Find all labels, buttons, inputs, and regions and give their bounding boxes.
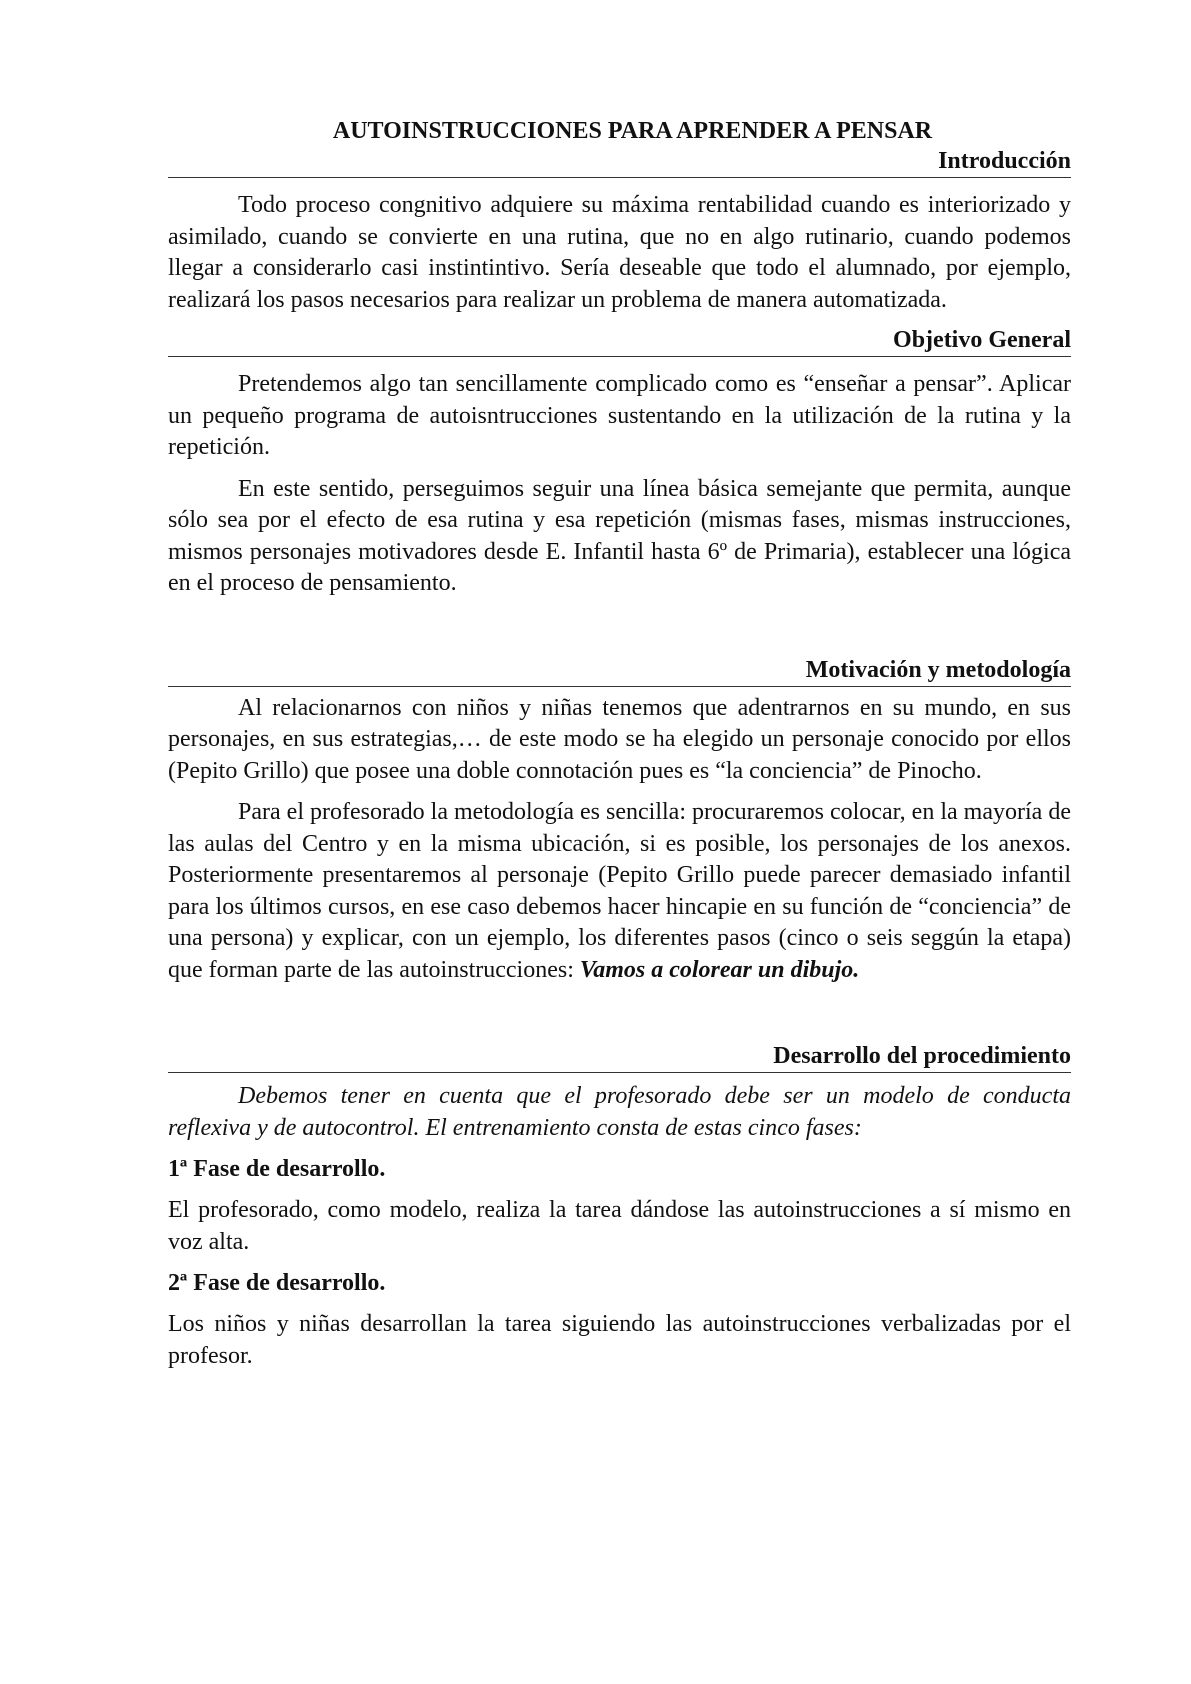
phase-text-2: Los niños y niñas desarrollan la tarea siguiendo las autoinstrucciones verbalizadas por el profesor. bbox=[168, 1311, 1071, 1369]
document-title: AUTOINSTRUCCIONES PARA APRENDER A PENSAR bbox=[332, 118, 933, 144]
section-heading-desarrollo: Desarrollo del procedimiento bbox=[168, 1042, 1071, 1073]
emphasis-colorear: Vamos a colorear un dibujo. bbox=[579, 956, 860, 983]
paragraph-motivacion-2 bbox=[168, 797, 1071, 986]
paragraph-motivacion-2-text: Para el profesorado la metodología es sencilla: procuraremos colocar, en la mayoría de las aulas del Centro y en la misma ubicación, si es posible, los personajes de los anexos. Posteriormente presentaremos al personaje (Pepito Grillo puede parecer demasiado infantil para los últimos cursos, en ese caso debemos hacer hincapie en su función de “conciencia” de una persona) y explicar, con un ejemplo, los diferentes pasos (cinco o seis seggún la etapa) que forman parte de las autoinstrucciones: bbox=[168, 799, 1071, 983]
paragraph-objetivo-1: Pretendemos algo tan sencillamente complicado como es “enseñar a pensar”. Aplicar un pequeño programa de autoisntrucciones sustentando en la utilización de la rutina y la repetición. bbox=[168, 371, 1071, 460]
paragraph-objetivo-2: En este sentido, perseguimos seguir una línea básica semejante que permita, aunque sólo sea por el efecto de esa rutina y esa repetición (mismas fases, mismas instrucciones, mismos personajes motivadores desde E. Infantil hasta 6º de Primaria), establecer una lógica en el proceso de pensamiento. bbox=[168, 475, 1071, 596]
section-heading-introduccion: Introducción bbox=[168, 147, 1071, 178]
section-heading-objetivo: Objetivo General bbox=[168, 326, 1071, 357]
paragraph-desarrollo-intro: Debemos tener en cuenta que el profesorado debe ser un modelo de conducta reflexiva y de autocontrol. El entrenamiento consta de estas cinco fases: bbox=[168, 1083, 1071, 1141]
paragraph-introduccion: Todo proceso congnitivo adquiere su máxima rentabilidad cuando es interiorizado y asimilado, cuando se convierte en una rutina, que no en algo rutinario, cuando podemos llegar a considerarlo casi instintintivo. Sería deseable que todo el alumnado, por ejemplo, realizará los pasos necesarios para realizar un problema de manera automatizada. bbox=[168, 192, 1071, 313]
phase-title-1: 1ª Fase de desarrollo. bbox=[168, 1156, 386, 1182]
section-heading-motivacion: Motivación y metodología bbox=[168, 656, 1071, 687]
paragraph-motivacion-1: Al relacionarnos con niños y niñas tenemos que adentrarnos en su mundo, en sus personajes, en sus estrategias,… de este modo se ha elegido un personaje conocido por ellos (Pepito Grillo) que posee una doble connotación pues es “la conciencia” de Pinocho. bbox=[168, 694, 1071, 784]
phase-text-1: El profesorado, como modelo, realiza la tarea dándose las autoinstrucciones a sí mismo en voz alta. bbox=[168, 1197, 1071, 1255]
phase-title-2: 2ª Fase de desarrollo. bbox=[168, 1270, 386, 1296]
